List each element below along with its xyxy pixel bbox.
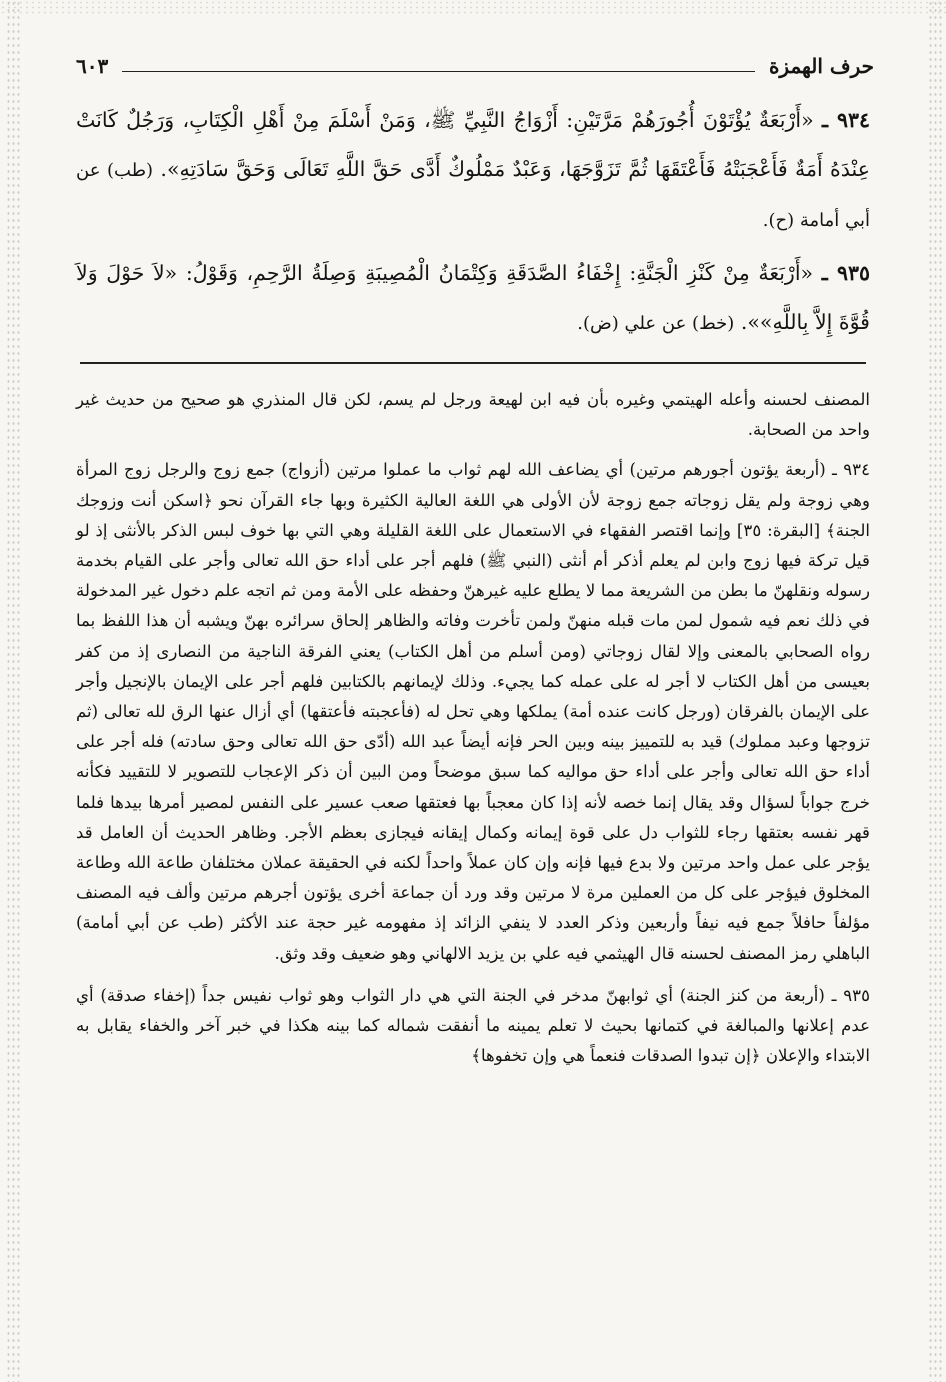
hadith-number: ٩٣٥ ـ: [821, 261, 870, 285]
hadith-source: (طب) عن أبي أمامة (ح).: [76, 160, 870, 231]
hadith-matn: «أَرْبَعَةٌ مِنْ كَنْزِ الْجَنَّةِ: إِخْفَاءُ الصَّدَقَةِ وَكِتْمَانُ الْمُصِيبَةِ وَصِلَةُ الرَّحِمِ، وَقَوْلُ: «لاَ حَوْلَ وَلاَ قُوَّةَ إِلاَّ بِاللَّهِ»».: [76, 261, 870, 334]
commentary-paragraph: ٩٣٤ ـ (أربعة يؤتون أجورهم مرتين) أي يضاعف الله لهم ثواب ما عملوا مرتين (أزواج) جمع زوج والرجل زوج المرأة وهي زوجة ولم يقل زوجاته جمع زوجة لأن الأولى هي اللغة العالية الكثيرة وبها جاء القرآن نحو ﴿اسكن أنت وزوجك الجنة﴾ [البقرة: ٣٥] وإنما اقتصر الفقهاء في الاستعمال على اللغة القليلة وهي التي بها خوف لبس الذكر بالأنثى إذ لو قيل تركة فيها زوج وابن لم يعلم أذكر أم أنثى (النبي ﷺ) فلهم أجر على أداء حق الله تعالى وأجر على القيام بخدمة رسوله ونقلهنّ ما بطن من الشريعة مما لا يطلع عليه غيرهنّ وحفظه على الأمة ومن ثم اتجه علم دخول غير المدخولة في ذلك نعم فيه شمول لمن مات قبله منهنّ ولمن تأخرت وفاته والظاهر إلحاق سرائره بهنّ ويشبه أن هذا اللفظ بما رواه الصحابي بالمعنى وإلا لقال زوجاتي (ومن أسلم من أهل الكتاب) يعني الفرقة الناجية من النصارى إذ من كفر بعيسى من أهل الكتاب لا أجر له على عمله كما يجيء. وذلك لإيمانهم بالكتابين فلهم أجر على الإيمان بالإنجيل وأجر على الإيمان بالفرقان (ورجل كانت عنده أمة) يملكها وهي تحل له (فأعجبته فأعتقها) أي أزال عنها الرق لله تعالى (ثم تزوجها وعبد مملوك) قيد به للتمييز بينه وبين الحر فإنه أيضاً عبد الله (أدّى حق الله تعالى وحق سادته) فله أجر على أداء حق الله تعالى وأجر على أداء حق مواليه كما سبق موضحاً ومن البين أن ذكر الإعجاب للتصوير لا للتقييد فكأنه خرج جواباً لسؤال وقد يقال إنما خصه لأنه إذا كان معجباً بها فعتقها صعب عسير على النفس لمصير أمرها بيدها فلما قهر نفسه بعتقها رجاء للثواب دل على قوة إيمانه وكمال إيقانه فيجازى بعظم الأجر. وظاهر الحديث أن العامل قد يؤجر على عمل واحد مرتين ولا بدع فيها فإنه وإن كان عملاً واحداً لكنه في الحقيقة عملان مختلفان طاعة الله وطاعة المخلوق فيؤجر على كل من العملين مرة لا مرتين وقد ورد أن جماعة أخرى يؤتون أجرهم مرتين وألف فيه المصنف مؤلفاً حافلاً جمع فيه نيفاً وأربعين وذكر العدد لا ينفي الزائد إذ مفهومه غير حجة عند الأكثر (طب عن أبي أمامة) الباهلي رمز المصنف لحسنه قال الهيثمي فيه علي بن يزيد الالهاني وهو ضعيف وقد وثق.: [76, 460, 871, 963]
chapter-title: حرف الهمزة: [768, 54, 874, 78]
commentary-paragraph: ٩٣٥ ـ (أربعة من كنز الجنة) أي ثوابهنّ مدخر في الجنة التي هي دار الثواب وهو ثواب نفيس جداً (إخفاء صدقة) أي عدم إعلانها والمبالغة في كتمانها بحيث لا تعلم يمينه ما أنفقت شماله كما بينه هكذا في خبر آخر والخفاء يقابل به الابتداء والإعلان ﴿إن تبدوا الصدقات فنعماً هي وإن تخفوها﴾: [76, 985, 870, 1066]
hadith-934: [76, 96, 870, 245]
commentary-block: [76, 385, 870, 1083]
scan-edge-dots: [0, 0, 946, 14]
section-divider: [80, 362, 866, 364]
hadith-935: [76, 249, 870, 348]
hadith-text-block: [76, 96, 870, 352]
hadith-source: (خط) عن علي (ض).: [577, 313, 735, 334]
hadith-number: ٩٣٤ ـ: [821, 108, 870, 132]
page-number: ٦٠٣: [76, 54, 109, 78]
running-header: [76, 44, 874, 78]
commentary-paragraph: المصنف لحسنه وأعله الهيتمي وغيره بأن فيه ابن لهيعة ورجل لم يسم، لكن قال المنذري هو صحيح من حديث غير واحد من الصحابة.: [76, 390, 870, 440]
header-rule: [122, 71, 755, 72]
hadith-matn: «أَرْبَعَةٌ يُؤْتَوْنَ أُجُورَهُمْ مَرَّتَيْنِ: أَزْوَاجُ النَّبِيِّ ﷺ، وَمَنْ أَسْلَمَ مِنْ أَهْلِ الْكِتَابِ، وَرَجُلٌ كَانَتْ عِنْدَهُ أَمَةٌ فَأَعْجَبَتْهُ فَأَعْتَقَهَا ثُمَّ تَزَوَّجَهَا، وَعَبْدٌ مَمْلُوكٌ أَدَّى حَقَّ اللَّهِ تَعَالَى وَحَقَّ سَادَتِهِ».: [76, 108, 870, 181]
scan-margin-left: [6, 0, 20, 1382]
scan-margin-right: [928, 0, 942, 1382]
